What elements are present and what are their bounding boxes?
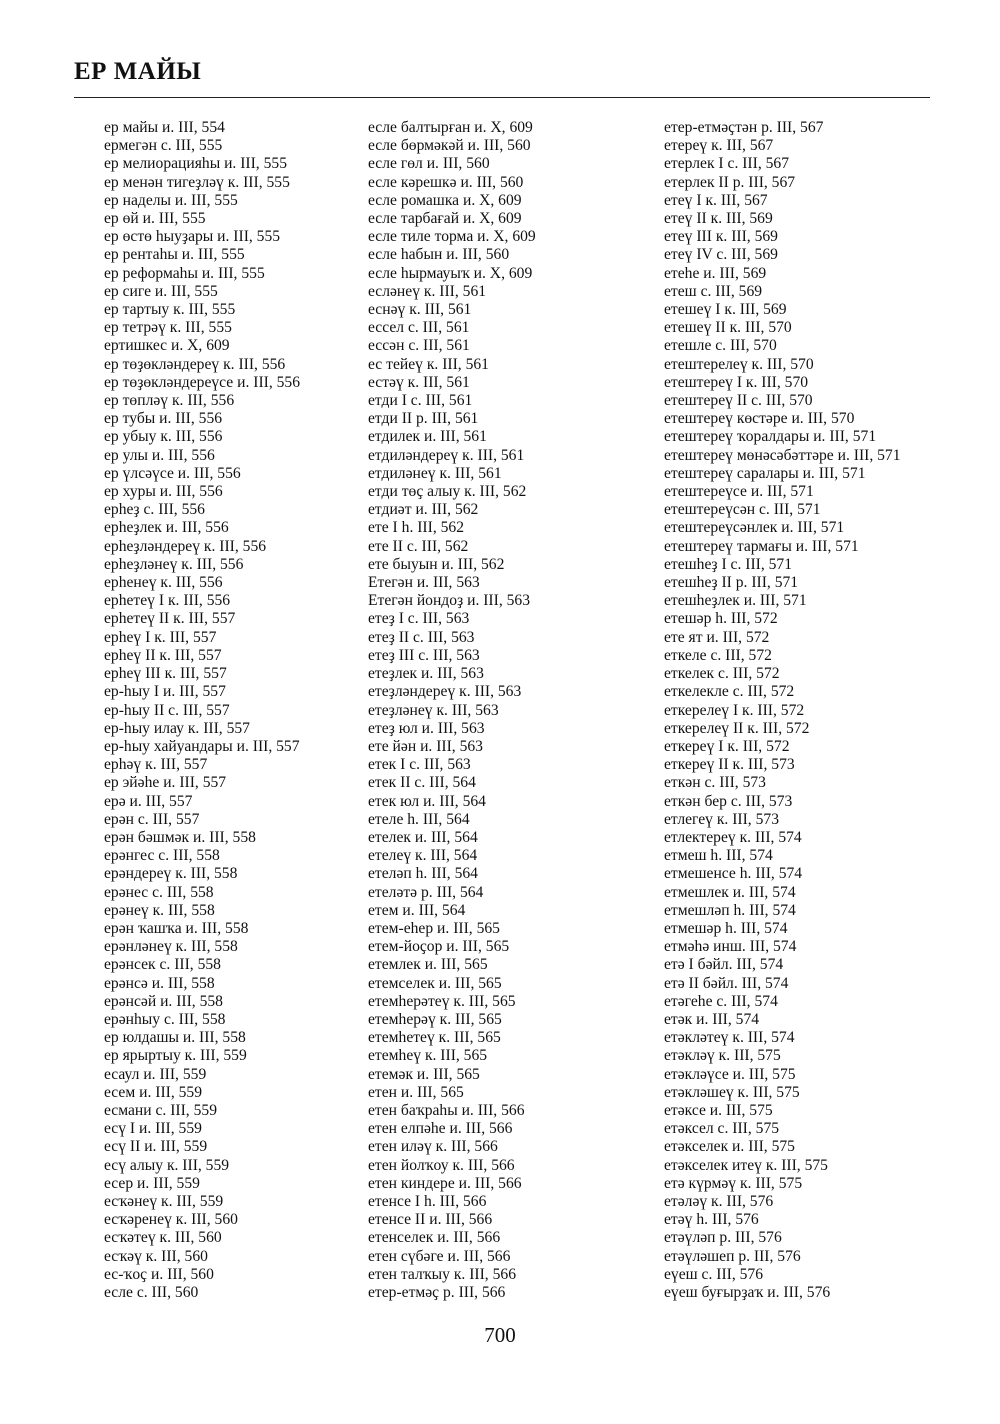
dictionary-entry: етешһеҙлек и. III, 571 — [664, 592, 807, 610]
dictionary-entry: ерән ҡашҡа и. III, 558 — [104, 919, 249, 937]
dictionary-entry: еснәү к. III, 561 — [368, 301, 472, 319]
dictionary-entry: етерлек I с. III, 567 — [664, 155, 790, 173]
dictionary-entry: етәкселек и. III, 575 — [664, 1138, 795, 1156]
dictionary-entry: етенсе II и. III, 566 — [368, 1211, 493, 1229]
dictionary-entry: етен баҡраһы и. III, 566 — [368, 1101, 525, 1119]
dictionary-entry: етер-етмәҫ р. III, 566 — [368, 1284, 506, 1301]
dictionary-entry: етештереү мөнәсәбәттәре и. III, 571 — [664, 446, 901, 464]
dictionary-entry: етеү I к. III, 567 — [664, 191, 768, 209]
dictionary-entry: еүеш с. III, 576 — [664, 1265, 764, 1283]
dictionary-entry: еткән с. III, 573 — [664, 774, 766, 792]
dictionary-entry: етмешлек и. III, 574 — [664, 883, 796, 901]
dictionary-entry: етеләтә р. III, 564 — [368, 883, 484, 901]
dictionary-entry: етемһерәтеү к. III, 565 — [368, 992, 516, 1010]
dictionary-entry: есле с. III, 560 — [104, 1284, 199, 1301]
dictionary-entry: ерһеү II к. III, 557 — [104, 646, 222, 664]
dictionary-entry: ерәндереү к. III, 558 — [104, 865, 238, 883]
dictionary-entry: етлегеү к. III, 573 — [664, 810, 779, 828]
dictionary-entry: етмәһә инш. III, 574 — [664, 938, 797, 956]
dictionary-entry: ерәнһыу с. III, 558 — [104, 1010, 226, 1028]
dictionary-entry: ерһәү к. III, 557 — [104, 756, 208, 774]
dictionary-entry: ертишкес и. X, 609 — [104, 337, 230, 355]
dictionary-entry: етереү к. III, 567 — [664, 137, 774, 155]
dictionary-entry: ерһеҙ с. III, 556 — [104, 501, 205, 519]
dictionary-entry: ер хуры и. III, 556 — [104, 483, 223, 501]
dictionary-entry: етди төҫ алыу к. III, 562 — [368, 483, 527, 501]
dictionary-entry: ес-ҡоҫ и. III, 560 — [104, 1265, 214, 1283]
dictionary-entry: ес тейеү к. III, 561 — [368, 355, 489, 373]
dictionary-entry: есҡәренеү к. III, 560 — [104, 1211, 238, 1229]
dictionary-entry: етеү IV с. III, 569 — [664, 246, 778, 264]
dictionary-entry: ер мелиорацияһы и. III, 555 — [104, 155, 287, 173]
dictionary-entry: етем и. III, 564 — [368, 901, 466, 919]
dictionary-entry: еткерелеү II к. III, 572 — [664, 719, 810, 737]
dictionary-entry: етеш с. III, 569 — [664, 282, 763, 300]
dictionary-entry: есҡәнеү к. III, 559 — [104, 1192, 224, 1210]
dictionary-entry: етеҙләнеү к. III, 563 — [368, 701, 499, 719]
dictionary-entry: етәк и. III, 574 — [664, 1010, 760, 1028]
dictionary-entry: ер тубы и. III, 556 — [104, 410, 223, 428]
dictionary-entry: еткелекле с. III, 572 — [664, 683, 795, 701]
dictionary-entry: есле бөрмәкәй и. III, 560 — [368, 137, 531, 155]
dictionary-entry: есҡәү к. III, 560 — [104, 1247, 208, 1265]
dictionary-entry: ерән с. III, 557 — [104, 810, 200, 828]
dictionary-entry: ерһенеү к. III, 556 — [104, 574, 223, 592]
dictionary-entry: ер юлдашы и. III, 558 — [104, 1029, 246, 1047]
dictionary-entry: ер-һыу II с. III, 557 — [104, 701, 230, 719]
dictionary-entry: ерәнсәй и. III, 558 — [104, 992, 223, 1010]
dictionary-entry: есле тарбағай и. X, 609 — [368, 210, 522, 228]
dictionary-entry: есаул и. III, 559 — [104, 1065, 207, 1083]
dictionary-entry: етек I с. III, 563 — [368, 756, 471, 774]
dictionary-entry: еткереү I к. III, 572 — [664, 737, 790, 755]
dictionary-entry: ете йән и. III, 563 — [368, 737, 483, 755]
dictionary-entry: етен и. III, 565 — [368, 1083, 464, 1101]
dictionary-entry: Етегән и. III, 563 — [368, 574, 480, 592]
dictionary-entry: етемлек и. III, 565 — [368, 956, 488, 974]
dictionary-entry: етәләү к. III, 576 — [664, 1192, 774, 1210]
dictionary-entry: ер тартыу к. III, 555 — [104, 301, 236, 319]
dictionary-entry: ерһетеү II к. III, 557 — [104, 610, 236, 628]
header-rule — [74, 97, 930, 98]
dictionary-entry: есле балтырған и. X, 609 — [368, 119, 533, 136]
dictionary-entry: есер и. III, 559 — [104, 1174, 200, 1192]
dictionary-entry: етдиләнеү к. III, 561 — [368, 464, 502, 482]
dictionary-entry: етеҙ I с. III, 563 — [368, 610, 470, 628]
dictionary-entry: ер сиге и. III, 555 — [104, 282, 218, 300]
dictionary-entry: етештереү ҡоралдары и. III, 571 — [664, 428, 877, 446]
dictionary-entry: ер өй и. III, 555 — [104, 210, 206, 228]
column-2 — [368, 119, 658, 1302]
dictionary-entry: етдиәт и. III, 562 — [368, 501, 479, 519]
dictionary-entry: етешһеҙ II р. III, 571 — [664, 574, 799, 592]
dictionary-entry: етә I бәйл. III, 574 — [664, 956, 784, 974]
dictionary-entry: етәүләшеп р. III, 576 — [664, 1247, 801, 1265]
dictionary-entry: етлектереү к. III, 574 — [664, 828, 802, 846]
dictionary-entry: ерәнеү к. III, 558 — [104, 901, 215, 919]
dictionary-entry: ерә и. III, 557 — [104, 792, 193, 810]
dictionary-entry: етеҙлек и. III, 563 — [368, 665, 484, 683]
dictionary-entry: етемселек и. III, 565 — [368, 974, 502, 992]
dictionary-entry: ерәнес с. III, 558 — [104, 883, 214, 901]
dictionary-entry: етештереү II с. III, 570 — [664, 392, 813, 410]
dictionary-entry: ер майы и. III, 554 — [104, 119, 225, 136]
dictionary-entry: ер үлсәүсе и. III, 556 — [104, 464, 241, 482]
dictionary-entry: ер-һыу илау к. III, 557 — [104, 719, 250, 737]
dictionary-entry: етен йолҡоу к. III, 566 — [368, 1156, 515, 1174]
dictionary-entry: етелеү к. III, 564 — [368, 847, 478, 865]
dictionary-entry: етештереүсе и. III, 571 — [664, 483, 814, 501]
dictionary-entry: ете быуын и. III, 562 — [368, 555, 505, 573]
dictionary-entry: ер реформаһы и. III, 555 — [104, 264, 265, 282]
dictionary-entry: етәкләшеү к. III, 575 — [664, 1083, 800, 1101]
dictionary-entry: ерәнсә и. III, 558 — [104, 974, 215, 992]
dictionary-entry: ессел с. III, 561 — [368, 319, 470, 337]
dictionary-entry: есле гөл и. III, 560 — [368, 155, 490, 173]
dictionary-entry: етәкләтеү к. III, 574 — [664, 1029, 795, 1047]
dictionary-entry: етәксе и. III, 575 — [664, 1101, 773, 1119]
dictionary-entry: ер-һыу хайуандары и. III, 557 — [104, 737, 300, 755]
dictionary-entry: ерһеҙләнеү к. III, 556 — [104, 555, 244, 573]
column-3 — [664, 119, 954, 1302]
dictionary-entry: еткереү II к. III, 573 — [664, 756, 795, 774]
dictionary-entry: етен иләү к. III, 566 — [368, 1138, 498, 1156]
dictionary-entry: етәкләүсе и. III, 575 — [664, 1065, 796, 1083]
dictionary-entry: етен сүбәге и. III, 566 — [368, 1247, 511, 1265]
dictionary-entry: есү алыу к. III, 559 — [104, 1156, 230, 1174]
dictionary-entry: ерәнсек с. III, 558 — [104, 956, 221, 974]
dictionary-entry: етеләп h. III, 564 — [368, 865, 478, 883]
dictionary-entry: еткелек с. III, 572 — [664, 665, 780, 683]
dictionary-entry: есем и. III, 559 — [104, 1083, 203, 1101]
dictionary-entry: етештереү саралары и. III, 571 — [664, 464, 866, 482]
dictionary-entry: еткерелеү I к. III, 572 — [664, 701, 805, 719]
dictionary-entry: етемһетеү к. III, 565 — [368, 1029, 501, 1047]
dictionary-entry: етешһеҙ I с. III, 571 — [664, 555, 793, 573]
dictionary-entry: Етегән йондоҙ и. III, 563 — [368, 592, 531, 610]
page-header: ЕР МАЙЫ — [74, 58, 202, 85]
page-number: 700 — [484, 1323, 516, 1347]
dictionary-entry: ессән с. III, 561 — [368, 337, 470, 355]
dictionary-entry: еткән бер с. III, 573 — [664, 792, 793, 810]
dictionary-entry: етеҙ III с. III, 563 — [368, 646, 480, 664]
dictionary-entry: етелек и. III, 564 — [368, 828, 478, 846]
dictionary-entry: ер төпләү к. III, 556 — [104, 392, 235, 410]
dictionary-entry: ерәнләнеү к. III, 558 — [104, 938, 238, 956]
dictionary-entry: етемһеү к. III, 565 — [368, 1047, 488, 1065]
column-1 — [104, 119, 364, 1302]
dictionary-entry: ермегән с. III, 555 — [104, 137, 223, 155]
dictionary-entry: етәгеһе с. III, 574 — [664, 992, 778, 1010]
dictionary-entry: етдиләндереү к. III, 561 — [368, 446, 525, 464]
dictionary-entry: есҡәтеү к. III, 560 — [104, 1229, 222, 1247]
dictionary-entry: етәкселек итеү к. III, 575 — [664, 1156, 828, 1174]
dictionary-entry: етеү II к. III, 569 — [664, 210, 773, 228]
dictionary-entry: естәү к. III, 561 — [368, 373, 470, 391]
dictionary-entry: етемәк и. III, 565 — [368, 1065, 480, 1083]
dictionary-entry: ерән бәшмәк и. III, 558 — [104, 828, 256, 846]
dictionary-entry: ер эйәһе и. III, 557 — [104, 774, 227, 792]
dictionary-entry: етем-еһер и. III, 565 — [368, 919, 500, 937]
dictionary-entry: етеле h. III, 564 — [368, 810, 470, 828]
dictionary-entry: етем-йоҫор и. III, 565 — [368, 938, 510, 956]
dictionary-entry: есле ромашка и. X, 609 — [368, 191, 522, 209]
dictionary-entry: етешле с. III, 570 — [664, 337, 777, 355]
dictionary-entry: ете I h. III, 562 — [368, 519, 465, 537]
dictionary-entry: етәксел с. III, 575 — [664, 1120, 780, 1138]
dictionary-entry: етерлек II р. III, 567 — [664, 173, 796, 191]
dictionary-entry: етештереүсәнлек и. III, 571 — [664, 519, 845, 537]
dictionary-entry: етәкләү к. III, 575 — [664, 1047, 781, 1065]
dictionary-entry: етештереү көстәре и. III, 570 — [664, 410, 855, 428]
dictionary-entry: етеү III к. III, 569 — [664, 228, 778, 246]
dictionary-entry: етештереү тармағы и. III, 571 — [664, 537, 859, 555]
dictionary-entry: етеҙ II с. III, 563 — [368, 628, 475, 646]
dictionary-entry: еүеш буғырҙаҡ и. III, 576 — [664, 1284, 831, 1301]
dictionary-entry: есү I и. III, 559 — [104, 1120, 202, 1138]
dictionary-entry: етә II бәйл. III, 574 — [664, 974, 789, 992]
dictionary-entry: ете II с. III, 562 — [368, 537, 469, 555]
dictionary-entry: ерһеҙләндереү к. III, 556 — [104, 537, 267, 555]
dictionary-entry: етешеү II к. III, 570 — [664, 319, 792, 337]
dictionary-entry: етештерелеү к. III, 570 — [664, 355, 814, 373]
dictionary-entry: ерһеү III к. III, 557 — [104, 665, 227, 683]
dictionary-entry: ерһеү I к. III, 557 — [104, 628, 217, 646]
dictionary-entry: етек II с. III, 564 — [368, 774, 476, 792]
dictionary-entry: ер улы и. III, 556 — [104, 446, 215, 464]
dictionary-entry: етенселек и. III, 566 — [368, 1229, 501, 1247]
dictionary-entry: ер тетрәү к. III, 555 — [104, 319, 232, 337]
dictionary-entry: ерһеҙлек и. III, 556 — [104, 519, 229, 537]
dictionary-entry: ер төҙөкләндереүсе и. III, 556 — [104, 373, 301, 391]
dictionary-entry: ер менән тигеҙләү к. III, 555 — [104, 173, 290, 191]
dictionary-entry: етә күрмәү к. III, 575 — [664, 1174, 803, 1192]
dictionary-entry: етеҙ юл и. III, 563 — [368, 719, 485, 737]
dictionary-entry: етешеү I к. III, 569 — [664, 301, 787, 319]
dictionary-entry: ерәнгес с. III, 558 — [104, 847, 220, 865]
dictionary-entry: етмешләп h. III, 574 — [664, 901, 796, 919]
dictionary-entry: есү II и. III, 559 — [104, 1138, 208, 1156]
dictionary-entry: етер-етмәҫтән р. III, 567 — [664, 119, 824, 136]
dictionary-entry: есле кәрешкә и. III, 560 — [368, 173, 524, 191]
dictionary-entry: есле һабын и. III, 560 — [368, 246, 510, 264]
dictionary-entry: етмешенсе h. III, 574 — [664, 865, 803, 883]
dictionary-entry: етек юл и. III, 564 — [368, 792, 486, 810]
dictionary-entry: ер наделы и. III, 555 — [104, 191, 238, 209]
dictionary-entry: етен талҡыу к. III, 566 — [368, 1265, 516, 1283]
dictionary-entry: ер-һыу I и. III, 557 — [104, 683, 226, 701]
dictionary-entry: есле тиле торма и. X, 609 — [368, 228, 536, 246]
dictionary-entry: есләнеү к. III, 561 — [368, 282, 487, 300]
dictionary-entry: ер ярыртыу к. III, 559 — [104, 1047, 247, 1065]
dictionary-entry: етенсе I h. III, 566 — [368, 1192, 487, 1210]
dictionary-entry: есмани с. III, 559 — [104, 1101, 217, 1119]
dictionary-entry: еткеле с. III, 572 — [664, 646, 772, 664]
dictionary-entry: етмеш h. III, 574 — [664, 847, 773, 865]
dictionary-entry: етәүләп р. III, 576 — [664, 1229, 782, 1247]
dictionary-entry: ер рентаһы и. III, 555 — [104, 246, 245, 264]
dictionary-entry: ер өстө һыуҙары и. III, 555 — [104, 228, 281, 246]
dictionary-entry: етеҙләндереү к. III, 563 — [368, 683, 522, 701]
dictionary-entry: етәү h. III, 576 — [664, 1211, 759, 1229]
dictionary-entry: етен киндере и. III, 566 — [368, 1174, 522, 1192]
dictionary-entry: етдилек и. III, 561 — [368, 428, 487, 446]
dictionary-entry: етемһерәү к. III, 565 — [368, 1010, 502, 1028]
dictionary-entry: етди I с. III, 561 — [368, 392, 473, 410]
dictionary-entry: етештереү I к. III, 570 — [664, 373, 809, 391]
dictionary-entry: етешәр h. III, 572 — [664, 610, 778, 628]
dictionary-entry: етди II р. III, 561 — [368, 410, 479, 428]
dictionary-entry: ете ят и. III, 572 — [664, 628, 770, 646]
dictionary-entry: ер убыу к. III, 556 — [104, 428, 223, 446]
dictionary-entry: етмешәр h. III, 574 — [664, 919, 788, 937]
dictionary-entry: ер төҙөкләндереү к. III, 556 — [104, 355, 286, 373]
dictionary-entry: есле һырмауыҡ и. X, 609 — [368, 264, 533, 282]
dictionary-entry: етен елпәһе и. III, 566 — [368, 1120, 513, 1138]
dictionary-entry: етештереүсән с. III, 571 — [664, 501, 821, 519]
dictionary-entry: ерһетеү I к. III, 556 — [104, 592, 231, 610]
dictionary-entry: етеһе и. III, 569 — [664, 264, 767, 282]
